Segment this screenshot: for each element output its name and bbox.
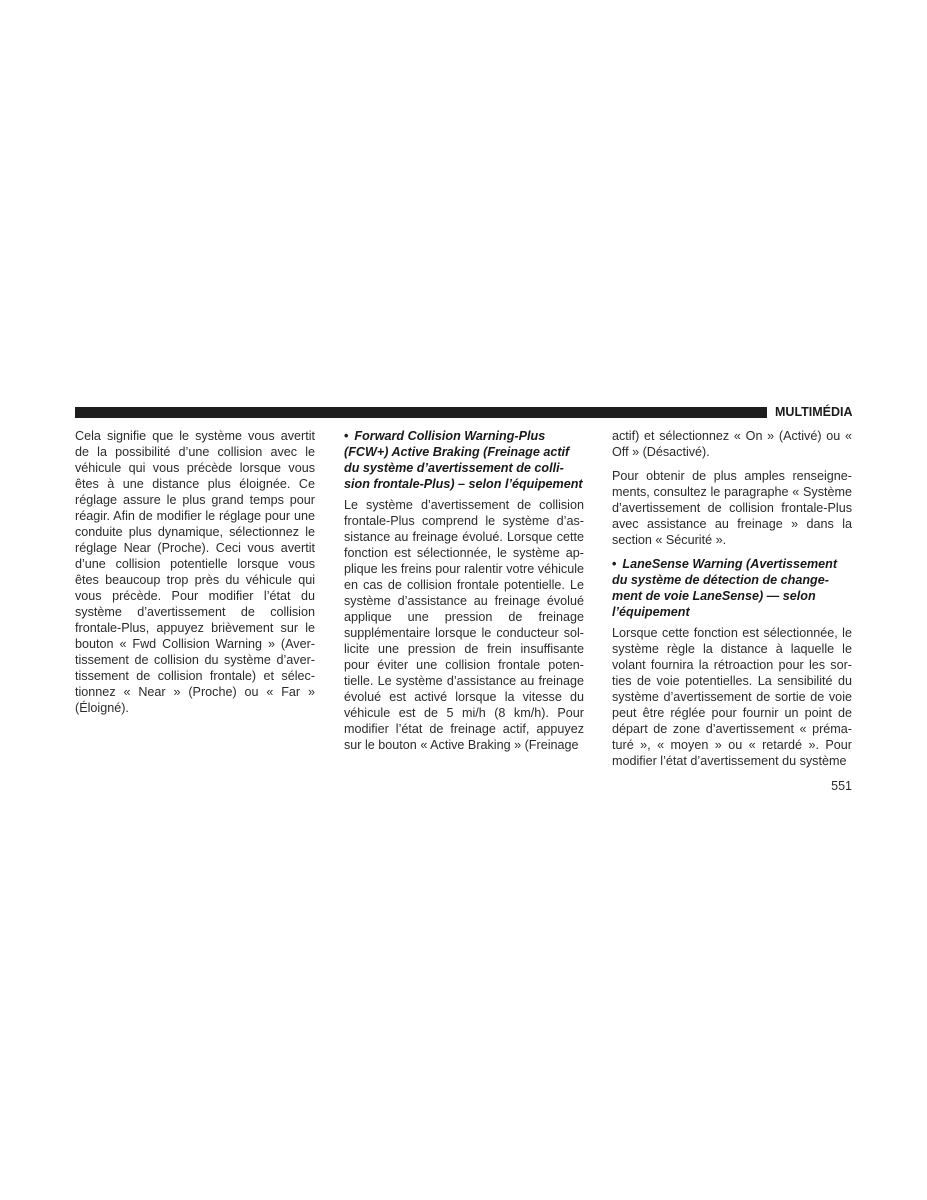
- body-paragraph: Cela signifie que le système vous avertit de la possibilité d’une collision avec le véhicule qui vous précède lorsque vous êtes à une distance plus éloignée. Ce réglage assure le plus grand temps pour réagir. Afin de modifier le réglage pour une conduite plus dynamique, sélectionnez le réglage Near (Proche). Ceci vous avertit d’une collision potentielle lorsque vous êtes beaucoup trop près du véhicule qui vous précède. Pour modifier l’état du système d’avertissement de collision frontale-Plus, appuyez brièvement sur le bouton « Fwd Collision Warning » (Avertissement de collision du système d’avertissement de collision frontale) et sélectionnez « Near » (Proche) ou « Far » (Éloigné).: [75, 429, 315, 715]
- section-title: MULTIMÉDIA: [775, 405, 853, 419]
- column-left: [75, 428, 315, 724]
- bullet-icon: •: [612, 557, 617, 571]
- bullet-heading-text: Forward Collision Warning-Plus (FCW+) Active Braking (Freinage actif du système d’avertissement de collision frontale-Plus) – selon l’équipement: [344, 429, 583, 491]
- body-paragraph: Lorsque cette fonction est sélectionnée, le système règle la distance à laquelle le volant fournira la rétroaction pour les sorties de voie potentielles. La sensibilité du système d’avertissement de sortie de voie peut être réglée pour fournir un point de départ de zone d’avertissement « prématuré », « moyen » ou « retardé ». Pour modifier l’état d’avertissement du système: [612, 626, 852, 768]
- bullet-heading: [612, 556, 852, 620]
- column-right: [612, 428, 852, 777]
- column-middle: [344, 428, 584, 761]
- bullet-heading-text: LaneSense Warning (Avertissement du système de détection de changement de voie LaneSense) — selon l’équipement: [612, 557, 838, 619]
- body-paragraph: Le système d’avertissement de collision frontale-Plus comprend le système d’assistance au freinage évolué. Lorsque cette fonction est sélectionnée, le système applique les freins pour ralentir votre véhicule en cas de collision frontale potentielle. Le système d’assistance au freinage évolué applique une pression de freinage supplémentaire lorsque le conducteur sollicite une pression de frein insuffisante pour éviter une collision frontale potentielle. Le système d’assistance au freinage évolué est activé lorsque la vitesse du véhicule est de 5 mi/h (8 km/h). Pour modifier l’état de freinage actif, appuyez sur le bouton « Active Braking » (Freinage: [344, 498, 584, 752]
- bullet-heading: [344, 428, 584, 492]
- section-header-bar: [75, 407, 767, 418]
- page-number: 551: [831, 779, 852, 793]
- continuation-paragraph: actif) et sélectionnez « On » (Activé) ou « Off » (Désactivé).: [612, 429, 852, 459]
- body-paragraph: Pour obtenir de plus amples renseignements, consultez le paragraphe « Système d’avertissement de collision frontale-Plus avec assistance au freinage » dans la section « Sécurité ».: [612, 469, 852, 547]
- bullet-icon: •: [344, 429, 349, 443]
